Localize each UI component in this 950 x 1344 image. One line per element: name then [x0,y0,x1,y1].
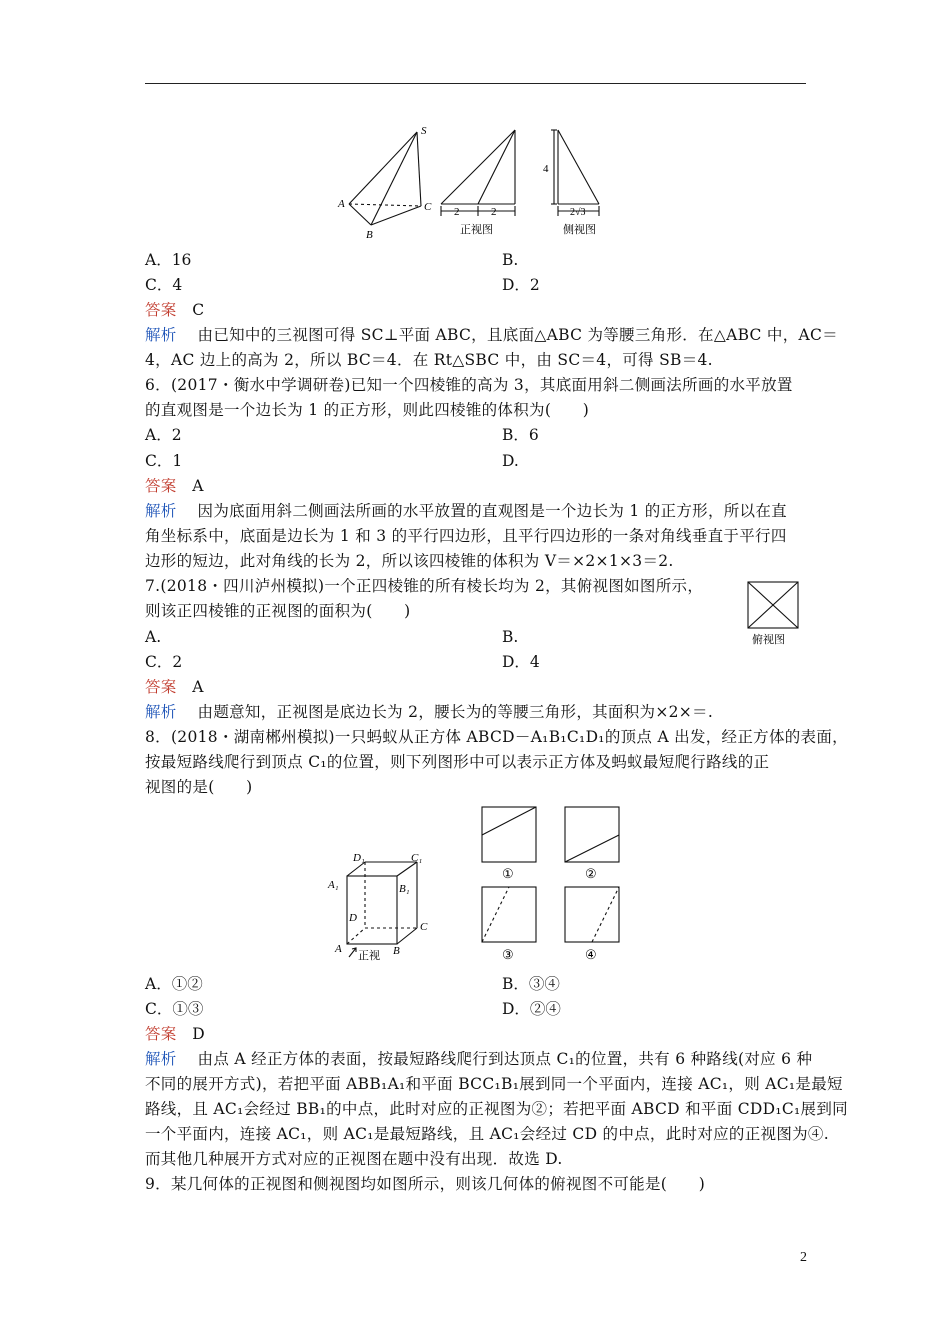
q8-stem-2: 按最短路线爬行到顶点 C₁的位置，则下列图形中可以表示正方体及蚂蚁最短爬行路线的正 [145,753,770,771]
q9-stem-1: 9．某几何体的正视图和侧视图均如图所示，则该几何体的俯视图不可能是( ) [145,1175,706,1193]
label-A: A [338,198,345,210]
side-view [551,130,599,216]
q7-option-d: D．4 [502,653,540,671]
q5-figure [335,122,635,242]
cube-label-B: B [393,945,400,957]
q7-top-view-figure [746,580,802,650]
header-rule [145,83,806,84]
q8-stem-1: 8．(2018・湖南郴州模拟)一只蚂蚁从正方体 ABCD－A₁B₁C₁D₁的顶点 A 出发，经正方体的表面， [145,728,848,746]
q7-answer: 答案 A [145,678,204,696]
side-dim-w: 2√3 [570,207,586,218]
analysis-tag: 解析 [145,1050,177,1068]
q7-fig-caption: 俯视图 [752,634,785,646]
q5-option-d: D．2 [502,276,540,294]
q7-option-b: B. [502,628,519,646]
front-dim-1: 2 [454,206,460,218]
answer-tag: 答案 [145,1025,177,1043]
analysis-tag: 解析 [145,502,177,520]
q6-option-a: A．2 [145,426,182,444]
choice-2-label: ② [585,866,597,881]
cube-label-C1: C₁ [411,852,423,864]
q6-option-d: D. [502,452,519,470]
choice-3-label: ③ [502,947,514,962]
q8-option-a: A．①② [145,975,203,993]
q7-option-a: A. [145,628,162,646]
choice-1-box [482,807,536,862]
q6-option-c: C．1 [145,452,183,470]
q6-stem-2: 的直观图是一个边长为 1 的正方形，则此四棱锥的体积为( ) [145,401,590,419]
q8-analysis-1: 解析 由点 A 经正方体的表面，按最短路线爬行到达顶点 C₁的位置，共有 6 种路线(对应 6 种 [145,1050,813,1068]
analysis-tag: 解析 [145,326,177,344]
cube-label-A: A [335,943,342,955]
cube-label-D: D [349,912,357,924]
pyramid-3d [349,132,421,225]
choice-3-box [482,887,536,942]
q7-option-c: C．2 [145,653,183,671]
q7-stem-2: 则该正四棱锥的正视图的面积为( ) [145,602,411,620]
cube-label-view: 正视 [358,950,380,962]
q8-cube-figure [325,846,445,964]
choice-2-box [565,807,619,862]
label-S: S [421,125,427,137]
choice-1-label: ① [502,866,514,881]
choice-4-label: ④ [585,947,597,962]
q6-analysis-3: 边形的短边，此对角线的长为 2，所以该四棱锥的体积为 V＝×2×1×3＝2. [145,552,674,570]
answer-tag: 答案 [145,477,177,495]
front-view-caption: 正视图 [460,224,493,236]
choice-4-box [565,887,619,942]
q6-answer: 答案 A [145,477,204,495]
q8-analysis-2: 不同的展开方式)，若把平面 ABB₁A₁和平面 BCC₁B₁展到同一个平面内，连接 AC₁，则 AC₁是最短 [145,1075,843,1093]
answer-tag: 答案 [145,301,177,319]
q5-option-b: B. [502,251,519,269]
q8-analysis-4: 一个平面内，连接 AC₁，则 AC₁是最短路线，且 AC₁会经过 CD 的中点，此时对应的正视图为④. [145,1125,829,1143]
q5-answer: 答案 C [145,301,205,319]
label-C: C [424,201,432,213]
q8-option-b: B．③④ [502,975,560,993]
cube-label-C: C [420,921,428,933]
q6-stem-1: 6．(2017・衡水中学调研卷)已知一个四棱锥的高为 3，其底面用斜二侧画法所画的水平放置 [145,376,793,394]
front-dim-2: 2 [491,206,497,218]
cube-label-B1: B₁ [399,883,410,895]
page-number: 2 [800,1250,807,1265]
q8-option-c: C．①③ [145,1000,204,1018]
side-view-caption: 侧视图 [563,224,596,236]
front-view [441,130,515,216]
q6-analysis-1: 解析 因为底面用斜二侧画法所画的水平放置的直观图是一个边长为 1 的正方形，所以在直 [145,502,787,520]
analysis-tag: 解析 [145,703,177,721]
cube-label-D1: D₁ [353,852,365,864]
q8-stem-3: 视图的是( ) [145,778,253,796]
q5-analysis-2: 4，AC 边上的高为 2，所以 BC＝4．在 Rt△SBC 中，由 SC＝4，可得 SB＝4. [145,351,713,369]
q7-analysis-1: 解析 由题意知，正视图是底边长为 2，腰长为的等腰三角形，其面积为×2×＝. [145,703,714,721]
label-B: B [366,229,373,241]
q5-analysis-1: 解析 由已知中的三视图可得 SC⊥平面 ABC，且底面△ABC 为等腰三角形．在△ABC 中，AC＝ [145,326,838,344]
q8-answer: 答案 D [145,1025,206,1043]
q8-choices-figure [478,805,628,965]
q6-analysis-2: 角坐标系中，底面是边长为 1 和 3 的平行四边形，且平行四边形的一条对角线垂直于平行四 [145,527,787,545]
q6-option-b: B．6 [502,426,539,444]
q5-option-a: A．16 [145,251,192,269]
q8-option-d: D．②④ [502,1000,561,1018]
q8-analysis-3: 路线，且 AC₁会经过 BB₁的中点，此时对应的正视图为②；若把平面 ABCD 和平面 CDD₁C₁展到同 [145,1100,848,1118]
side-dim-h: 4 [543,163,549,175]
cube-label-A1: A₁ [328,879,339,891]
answer-tag: 答案 [145,678,177,696]
q5-option-c: C．4 [145,276,183,294]
q8-analysis-5: 而其他几种展开方式对应的正视图在题中没有出现．故选 D. [145,1150,563,1168]
q7-stem-1: 7.(2018・四川泸州模拟)一个正四棱锥的所有棱长均为 2，其俯视图如图所示， [145,577,704,595]
